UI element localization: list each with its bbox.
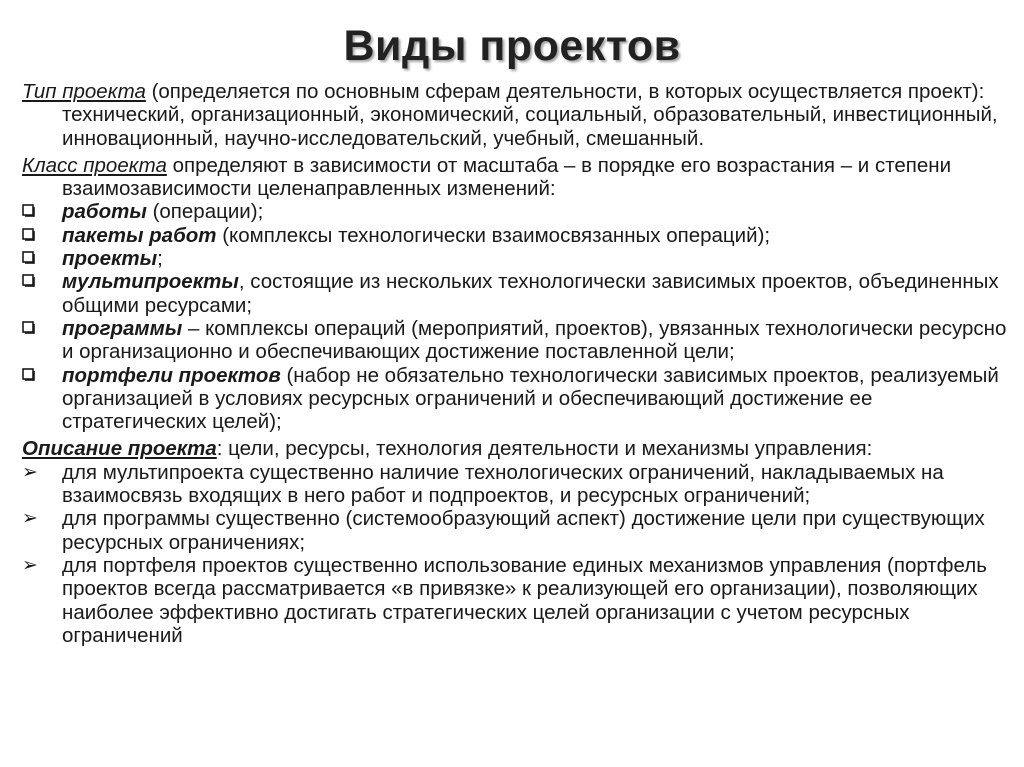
class-paragraph [22,154,1017,201]
description-item-text: для мультипроекта существенно наличие технологических ограничений, накладываемых на взаимосвязь входящих в него работ и подпроектов, и ресурсных ограничений; [62,460,944,508]
class-term: Класс проекта [22,153,167,177]
description-term: Описание проекта [22,437,217,461]
class-item-text: (комплексы технологически взаимосвязанных операций); [216,223,771,247]
class-item-term: мультипроекты [62,270,239,294]
class-list-item [22,317,1017,364]
type-term: Тип проекта [22,80,146,103]
slide-content [22,80,1017,647]
page-title: Виды проектов [343,22,681,70]
checkbox-bullet-icon [22,274,36,288]
arrow-bullet-icon: ➢ [22,460,38,483]
description-text: : цели, ресурсы, технология деятельности и механизмы управления: [216,437,873,461]
description-list-item [22,461,1017,508]
checkbox-bullet-icon [22,204,36,218]
class-item-text: (операции); [146,200,264,224]
type-paragraph [22,80,1017,150]
type-text: (определяется по основным сферам деятельности, в которых осуществляется проект): технический, организационный, экономический, социальный, образовательный, инвестиционный, инновационный, научно-исследовательский, учебный, смешанный. [62,80,998,150]
arrow-bullet-icon: ➢ [22,553,38,576]
description-list-item [22,554,1017,647]
arrow-bullet-icon: ➢ [22,507,38,530]
description-paragraph [22,437,1017,460]
checkbox-bullet-icon [22,368,36,382]
class-item-term: работы [62,200,147,224]
class-list-item [22,364,1017,434]
description-item-text: для портфеля проектов существенно использование единых механизмов управления (портфель проектов всегда рассматривается «в привязке» к реализующей его организации), позволяющих наиболее эффективно достигать стратегических целей организации с учетом ресурсных ограничений [62,553,987,647]
checkbox-bullet-icon [22,321,36,335]
class-item-term: пакеты работ [62,223,217,247]
class-item-text: (набор не обязательно технологически зависимых проектов, реализуемый организацией в условиях ресурсных ограничений и обеспечивающий достижение ее стратегических целей); [62,363,999,434]
checkbox-bullet-icon [22,228,36,242]
class-list-item [22,247,1017,270]
class-item-term: портфели проектов [62,363,281,387]
class-item-term: проекты [62,247,158,271]
class-item-text: – комплексы операций (мероприятий, проектов), увязанных технологически ресурсно и организационно и обеспечивающих достижение поставленной цели; [62,316,1007,364]
class-list-item [22,200,1017,223]
class-list-item [22,224,1017,247]
class-text: определяют в зависимости от масштаба – в порядке его возрастания – и степени взаимозависимости целенаправленных изменений: [62,153,952,201]
class-list-item [22,270,1017,317]
class-item-term: программы [62,316,183,340]
class-item-text: ; [157,247,163,271]
class-item-text: , состоящие из нескольких технологически зависимых проектов, объединенных общими ресурсами; [62,270,999,317]
checkbox-bullet-icon [22,251,36,265]
description-list-item [22,507,1017,554]
description-item-text: для программы существенно (системообразующий аспект) достижение цели при существующих ресурсных ограничениях; [62,507,985,554]
